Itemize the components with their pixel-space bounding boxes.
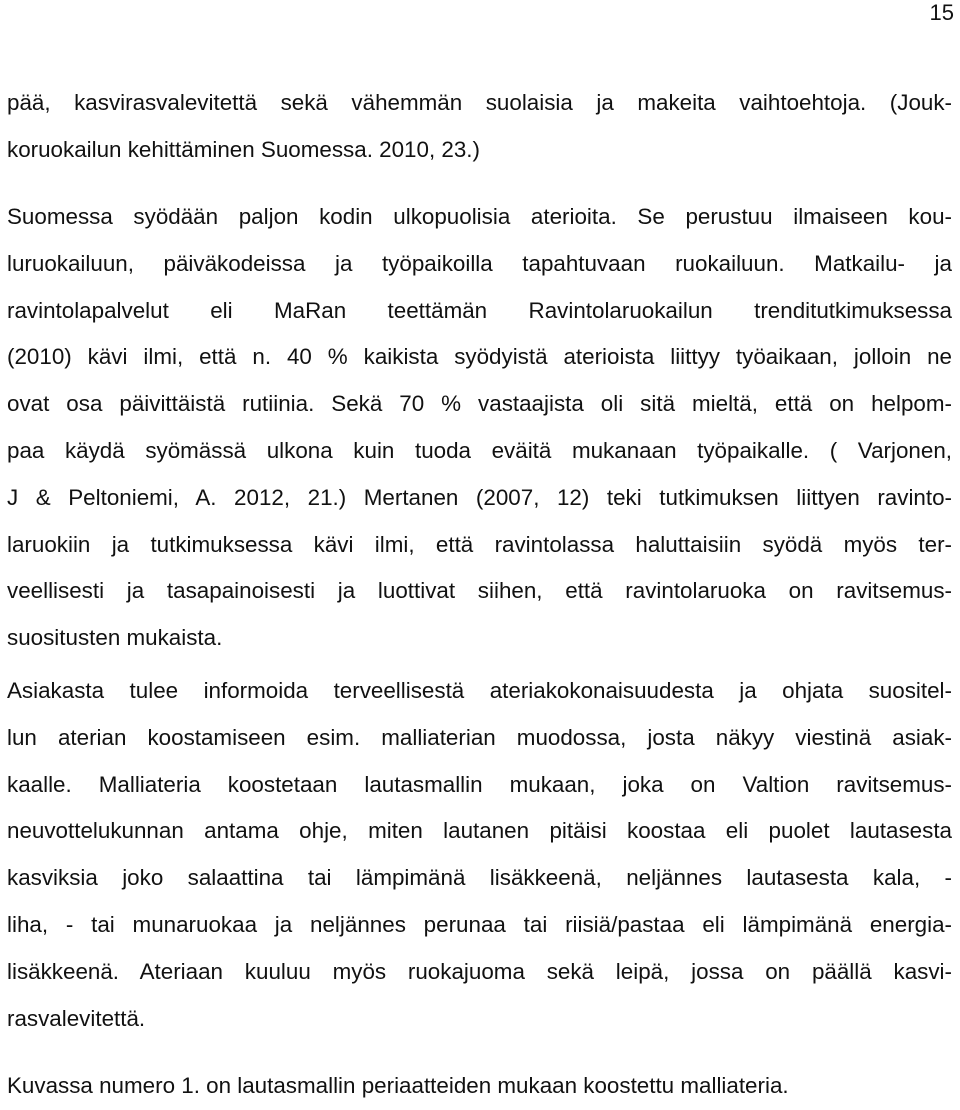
text-line: neuvottelukunnan antama ohje, miten lautanen pitäisi koostaa eli puolet lautasesta [7, 818, 952, 844]
text-line: liha, - tai munaruokaa ja neljännes perunaa tai riisiä/pastaa eli lämpimänä energia- [7, 911, 952, 937]
paragraph-3 [7, 668, 952, 1042]
text-line: suositusten mukaista. [7, 625, 223, 651]
figure-reference-paragraph [7, 1063, 952, 1110]
text-line: pää, kasvirasvalevitettä sekä vähemmän suolaisia ja makeita vaihtoehtoja. (Jouk- [7, 90, 952, 115]
text-line: (2010) kävi ilmi, että n. 40 % kaikista syödyistä aterioista liittyy työaikaan, jolloin ne [7, 344, 952, 370]
text-line: lisäkkeenä. Ateriaan kuuluu myös ruokajuoma sekä leipä, jossa on päällä kasvi- [7, 958, 952, 984]
page-number: 15 [929, 0, 954, 25]
text-line: koruokailun kehittäminen Suomessa. 2010, 23.) [7, 136, 480, 162]
text-line: ravintolapalvelut eli MaRan teettämän Ravintolaruokailun trenditutkimuksessa [7, 297, 952, 323]
text-line: J & Peltoniemi, A. 2012, 21.) Mertanen (2007, 12) teki tutkimuksen liittyen ravinto- [7, 484, 952, 510]
text-line: Asiakasta tulee informoida terveellisestä ateriakokonaisuudesta ja ohjata suositel- [7, 678, 952, 703]
text-line: kaalle. Malliateria koostetaan lautasmallin mukaan, joka on Valtion ravitsemus- [7, 771, 952, 797]
text-line: Kuvassa numero 1. on lautasmallin periaatteiden mukaan koostettu malliateria. [7, 1073, 789, 1098]
text-line: lun aterian koostamiseen esim. malliaterian muodossa, josta näkyy viestinä asiak- [7, 724, 952, 750]
text-line: luruokailuun, päiväkodeissa ja työpaikoilla tapahtuvaan ruokailuun. Matkailu- ja [7, 250, 952, 276]
text-line: rasvalevitettä. [7, 1005, 146, 1031]
text-line: veellisesti ja tasapainoisesti ja luottivat siihen, että ravintolaruoka on ravitsemus- [7, 578, 952, 604]
paragraph-2 [7, 194, 952, 662]
text-line: paa käydä syömässä ulkona kuin tuoda eväitä mukanaan työpaikalle. ( Varjonen, [7, 437, 952, 463]
text-line: Suomessa syödään paljon kodin ulkopuolisia aterioita. Se perustuu ilmaiseen kou- [7, 204, 952, 229]
paragraph-1 [7, 80, 952, 174]
text-line: ovat osa päivittäistä rutiinia. Sekä 70 % vastaajista oli sitä mieltä, että on helpom- [7, 391, 952, 417]
text-line: kasviksia joko salaattina tai lämpimänä lisäkkeenä, neljännes lautasesta kala, - [7, 865, 952, 891]
text-line: laruokiin ja tutkimuksessa kävi ilmi, että ravintolassa haluttaisiin syödä myös ter- [7, 531, 952, 557]
